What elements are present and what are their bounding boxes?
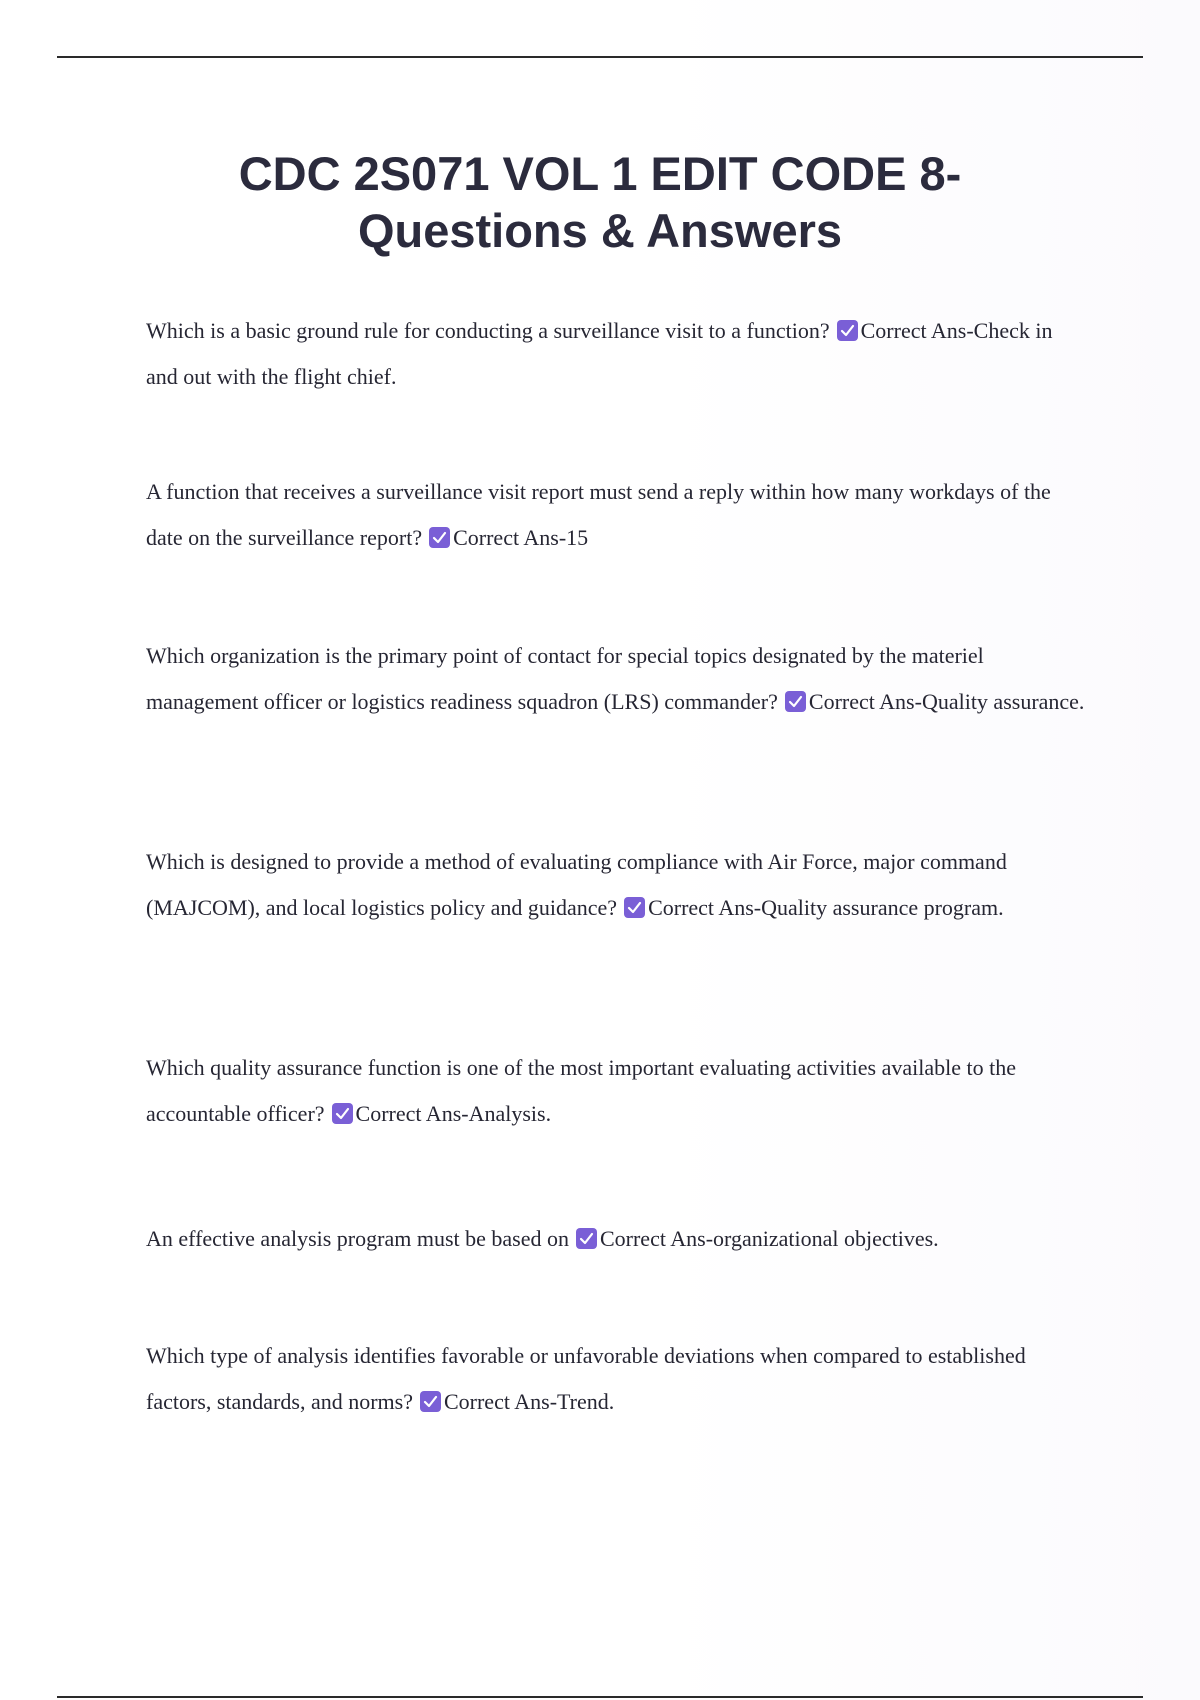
question-text: Which is designed to provide a method of evaluating compliance with Air Force, major command (MAJCOM), and local logistics policy and guidance? bbox=[146, 849, 1007, 920]
answer-prefix: Correct Ans- bbox=[648, 895, 762, 920]
answer-text: Check in and out with the flight chief. bbox=[146, 318, 1053, 389]
question-text: Which is a basic ground rule for conducting a surveillance visit to a function? bbox=[146, 318, 830, 343]
answer-prefix: Correct Ans- bbox=[860, 318, 974, 343]
check-box-icon bbox=[420, 1391, 441, 1412]
question-text: Which organization is the primary point of contact for special topics designated by the materiel management officer or logistics readiness squadron (LRS) commander? bbox=[146, 643, 984, 714]
answer-text: Trend. bbox=[557, 1389, 615, 1414]
qa-item bbox=[146, 1045, 1086, 1137]
question-text: Which type of analysis identifies favorable or unfavorable deviations when compared to established factors, standards, and norms? bbox=[146, 1343, 1026, 1414]
qa-item bbox=[146, 839, 1086, 931]
answer-text: Quality assurance. bbox=[921, 689, 1085, 714]
check-box-icon bbox=[332, 1103, 353, 1124]
answer-prefix: Correct Ans- bbox=[599, 1226, 714, 1251]
answer-text: Analysis. bbox=[468, 1101, 552, 1126]
qa-item bbox=[146, 308, 1086, 400]
question-text: A function that receives a surveillance visit report must send a reply within how many workdays of the date on the surveillance report? bbox=[146, 479, 1051, 550]
bottom-divider bbox=[57, 1696, 1143, 1698]
check-box-icon bbox=[576, 1228, 597, 1249]
answer-prefix: Correct Ans- bbox=[443, 1389, 558, 1414]
qa-item bbox=[146, 1333, 1086, 1425]
question-text: Which quality assurance function is one of the most important evaluating activities available to the accountable officer? bbox=[146, 1055, 1016, 1126]
answer-text: 15 bbox=[566, 525, 589, 550]
answer-prefix: Correct Ans- bbox=[453, 525, 567, 550]
answer-text: organizational objectives. bbox=[713, 1226, 939, 1251]
qa-item bbox=[146, 1216, 1086, 1262]
qa-item bbox=[146, 469, 1086, 561]
answer-prefix: Correct Ans- bbox=[355, 1101, 469, 1126]
title-line-2: Questions & Answers bbox=[357, 204, 843, 257]
page-title bbox=[100, 145, 1100, 259]
qa-item bbox=[146, 633, 1086, 725]
check-box-icon bbox=[837, 320, 858, 341]
check-box-icon bbox=[785, 691, 806, 712]
check-box-icon bbox=[624, 897, 645, 918]
question-text: An effective analysis program must be based on bbox=[146, 1226, 569, 1251]
answer-text: Quality assurance program. bbox=[761, 895, 1004, 920]
top-divider bbox=[57, 56, 1143, 58]
title-line-1: CDC 2S071 VOL 1 EDIT CODE 8- bbox=[238, 147, 962, 200]
answer-prefix: Correct Ans- bbox=[808, 689, 922, 714]
check-box-icon bbox=[429, 527, 450, 548]
